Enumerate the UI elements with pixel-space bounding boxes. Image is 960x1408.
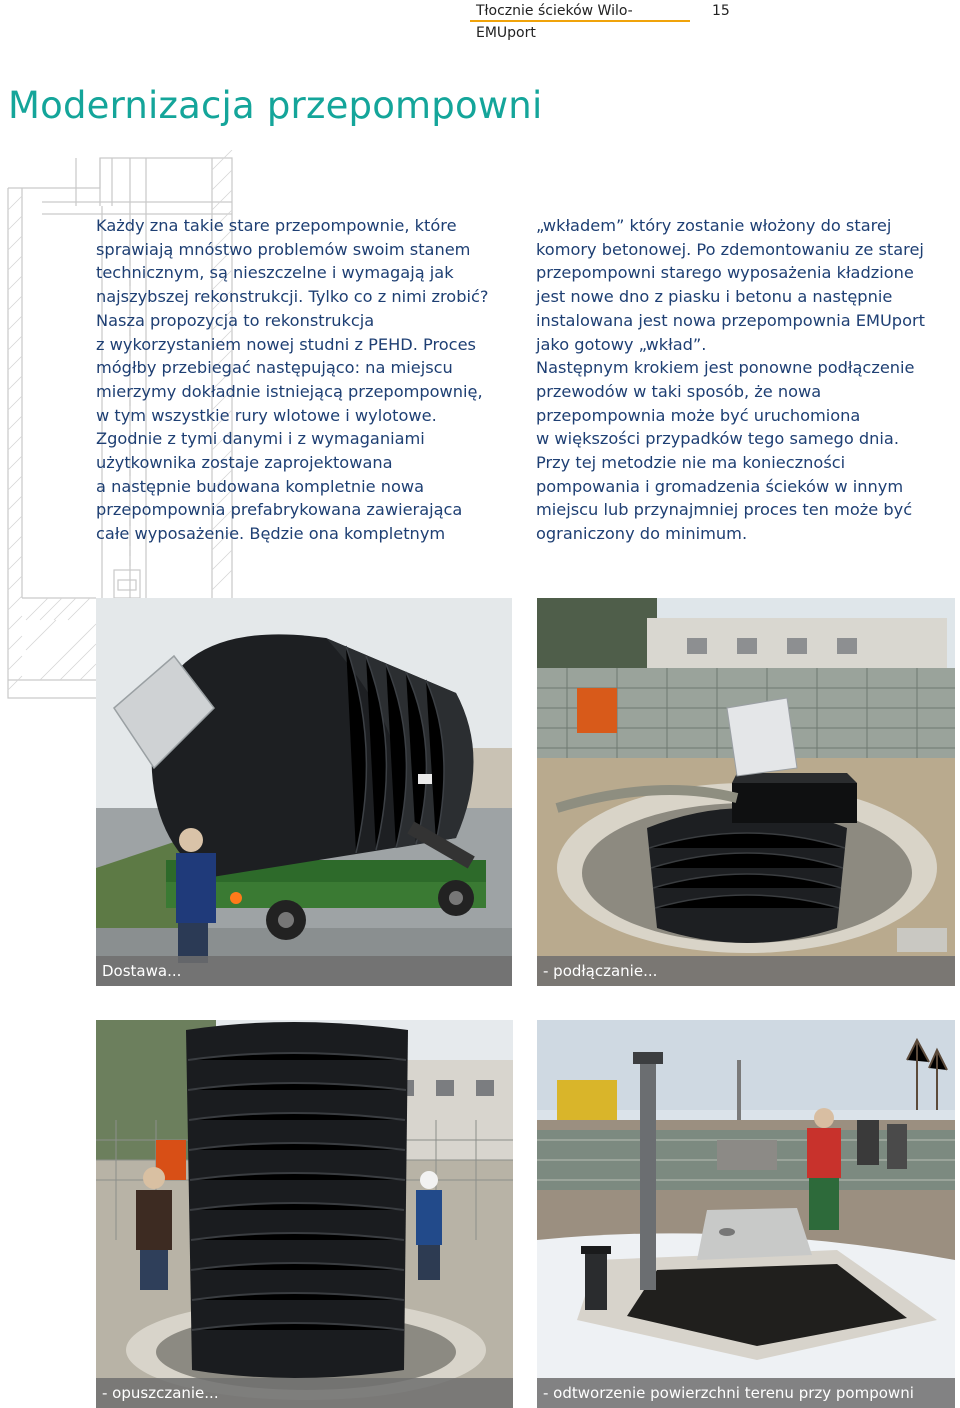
header-title: Tłocznie ścieków Wilo-EMUport xyxy=(470,0,690,22)
left-text-column xyxy=(96,214,496,546)
restoration-illustration xyxy=(537,1020,955,1408)
text-line: w większości przypadków tego samego dnia. xyxy=(536,429,899,449)
right-text-column xyxy=(536,214,956,546)
text-line: Zgodnie z tymi danymi i z wymaganiami xyxy=(96,429,425,449)
photo-caption: - odtworzenie powierzchni terenu przy pompowni xyxy=(537,1378,955,1408)
photo-restoration xyxy=(537,1020,955,1408)
photo-delivery xyxy=(96,598,512,986)
text-line: z wykorzystaniem nowej studni z PEHD. Proces xyxy=(96,334,476,354)
text-line: w tym wszystkie rury wlotowe i wylotowe. xyxy=(96,405,437,425)
text-line: miejscu lub przynajmniej proces ten może być xyxy=(536,500,913,520)
text-line: instalowana jest nowa przepompownia EMUport xyxy=(536,310,925,330)
page-header xyxy=(0,0,960,41)
text-line: sprawiają mnóstwo problemów swoim stanem xyxy=(96,239,471,259)
photo-caption: Dostawa... xyxy=(96,956,512,986)
text-line: użytkownika zostaje zaprojektowana xyxy=(96,453,393,473)
text-line: przepompownia prefabrykowana zawierająca xyxy=(96,500,463,520)
text-line: jako gotowy „wkład”. xyxy=(536,334,707,354)
photo-caption: - opuszczanie... xyxy=(96,1378,513,1408)
text-line: najszybszej rekonstrukcji. Tylko co z nimi zrobić? xyxy=(96,287,489,307)
page-title: Modernizacja przepompowni xyxy=(8,84,543,127)
text-line: przepompownia może być uruchomiona xyxy=(536,405,861,425)
text-line: Następnym krokiem jest ponowne podłączenie xyxy=(536,358,915,378)
text-line: komory betonowej. Po zdemontowaniu ze starej xyxy=(536,239,924,259)
photo-caption: - podłączanie... xyxy=(537,956,955,986)
page-number: 15 xyxy=(712,3,730,19)
text-line: ograniczony do minimum. xyxy=(536,524,748,544)
lowering-illustration xyxy=(96,1020,513,1408)
text-line: pompowania i gromadzenia ścieków w innym xyxy=(536,476,904,496)
text-line: jest nowe dno z piasku i betonu a następnie xyxy=(536,287,893,307)
text-line: mógłby przebiegać następująco: na miejscu xyxy=(96,358,453,378)
text-line: Przy tej metodzie nie ma konieczności xyxy=(536,453,846,473)
delivery-illustration xyxy=(96,598,512,986)
text-line: „wkładem” który zostanie włożony do starej xyxy=(536,216,892,235)
photo-lowering xyxy=(96,1020,513,1408)
text-line: Nasza propozycja to rekonstrukcja xyxy=(96,310,375,330)
text-line: a następnie budowana kompletnie nowa xyxy=(96,476,425,496)
text-line: przewodów w taki sposób, że nowa xyxy=(536,381,822,401)
text-line: Każdy zna takie stare przepompownie, które xyxy=(96,216,457,235)
text-line: przepompowni starego wyposażenia kładzione xyxy=(536,263,914,283)
text-line: technicznym, są nieszczelne i wymagają jak xyxy=(96,263,454,283)
text-line: całe wyposażenie. Będzie ona kompletnym xyxy=(96,524,446,544)
connecting-illustration xyxy=(537,598,955,986)
text-line: mierzymy dokładnie istniejącą przepompownię, xyxy=(96,381,483,401)
photo-connecting xyxy=(537,598,955,986)
